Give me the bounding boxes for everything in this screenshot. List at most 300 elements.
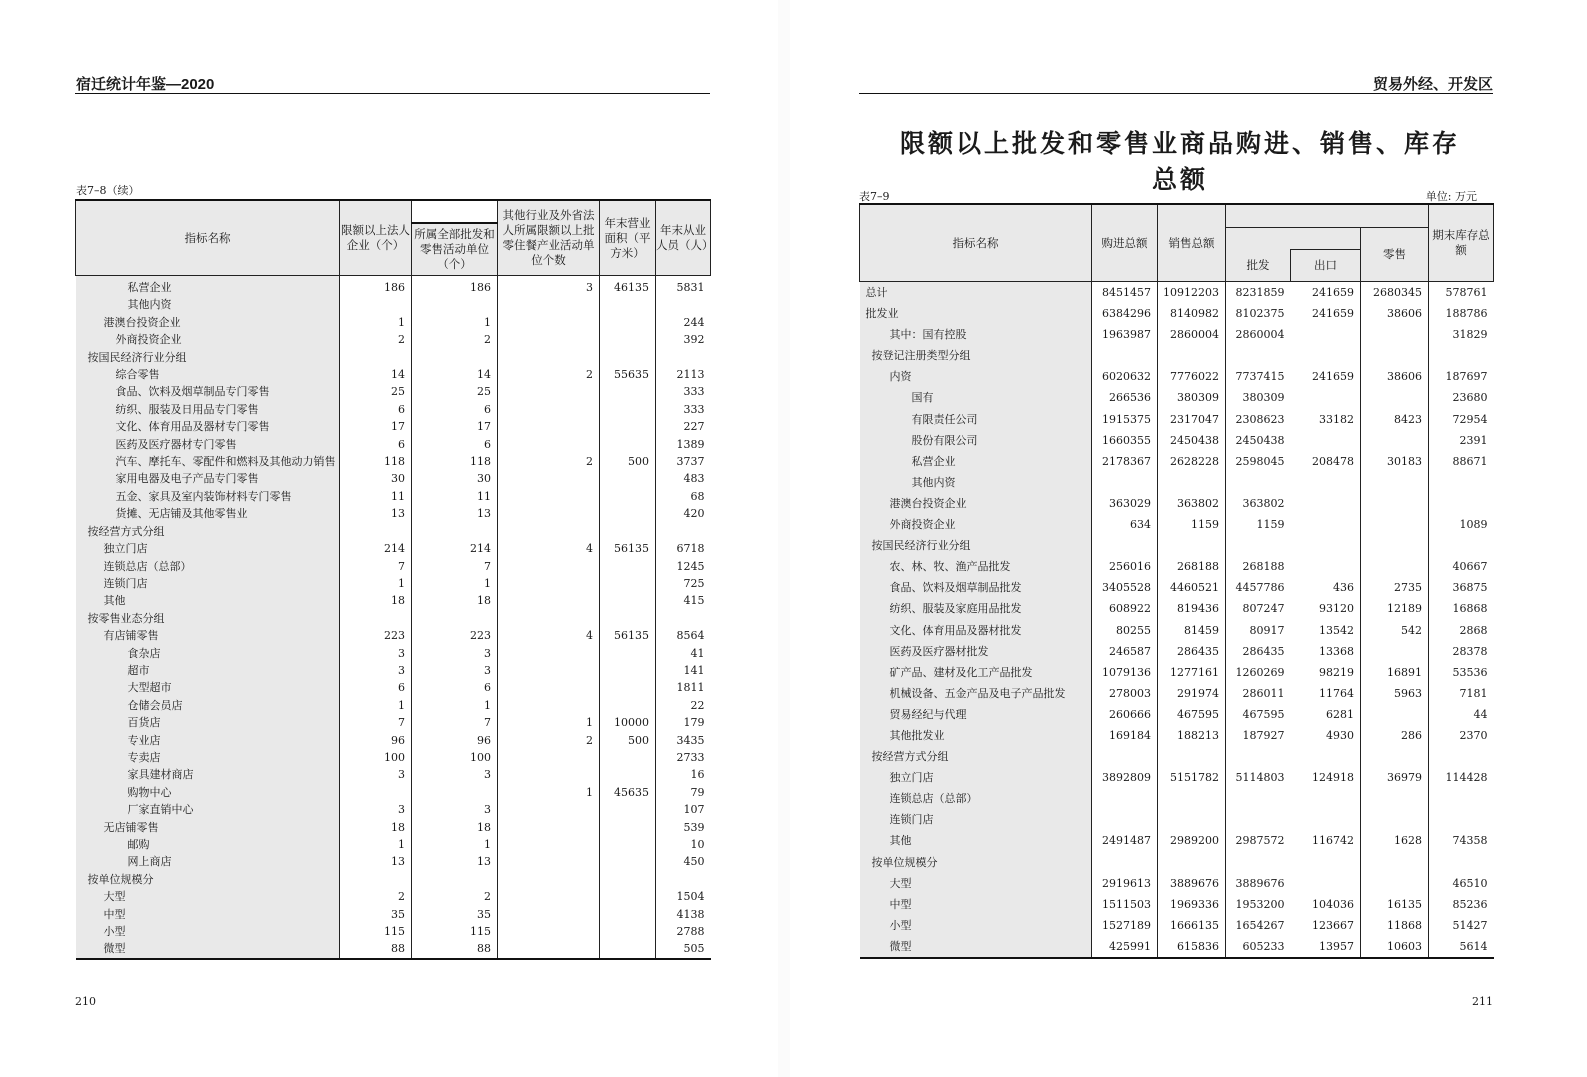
col-header-name: 指标名称 bbox=[860, 204, 1092, 282]
cell-value: 380309 bbox=[1242, 391, 1285, 405]
cell-value: 7 bbox=[412, 714, 498, 731]
cell-value bbox=[656, 349, 711, 366]
cell-value: 6 bbox=[340, 679, 412, 696]
cell-value: 363802 bbox=[1158, 493, 1226, 514]
cell-value: 214 bbox=[340, 540, 412, 557]
row-label: 纺织、服装及家庭用品批发 bbox=[860, 598, 1092, 619]
table-row bbox=[76, 836, 711, 853]
row-label: 大型 bbox=[860, 873, 1092, 894]
row-label: 食品、饮料及烟草制品批发 bbox=[860, 577, 1092, 598]
cell-value: 2735 bbox=[1361, 577, 1429, 598]
cell-value: 7 bbox=[340, 714, 412, 731]
cell-value: 2868 bbox=[1459, 623, 1488, 637]
cell-value bbox=[600, 645, 656, 662]
cell-value bbox=[1429, 746, 1494, 767]
cell-value: 8564 bbox=[676, 629, 705, 643]
cell-value: 5614 bbox=[1429, 936, 1494, 958]
col-header-other-units: 其他行业及外省法人所属限额以上批零住餐产业活动单位个数 bbox=[498, 200, 600, 276]
col-header-export: 出口 bbox=[1291, 249, 1361, 282]
cell-value bbox=[1361, 788, 1429, 809]
row-label: 中型 bbox=[860, 894, 1092, 915]
cell-value: 100 bbox=[340, 749, 412, 766]
row-label: 外商投资企业 bbox=[860, 514, 1092, 535]
row-label: 文化、体育用品及器材专门零售 bbox=[76, 418, 340, 435]
cell-value: 2178367 bbox=[1092, 451, 1158, 472]
cell-value bbox=[498, 836, 600, 853]
running-head-left: 宿迁统计年鉴—2020 bbox=[76, 76, 215, 93]
table-row bbox=[860, 873, 1494, 894]
cell-value: 53536 bbox=[1452, 665, 1488, 679]
cell-value: 18 bbox=[340, 819, 412, 836]
cell-value: 214 bbox=[412, 540, 498, 557]
cell-value: 278003 bbox=[1092, 683, 1158, 704]
row-label: 大型超市 bbox=[76, 679, 340, 696]
cell-value: 578761 bbox=[1445, 286, 1488, 299]
row-label: 矿产品、建材及化工产品批发 bbox=[860, 662, 1092, 683]
cell-value: 1159 bbox=[1158, 514, 1226, 535]
cell-value bbox=[1361, 493, 1429, 514]
table-row bbox=[76, 853, 711, 870]
row-label: 仓储会员店 bbox=[76, 697, 340, 714]
cell-value: 5151782 bbox=[1158, 767, 1226, 788]
cell-value: 286011 bbox=[1242, 686, 1285, 700]
table-row bbox=[76, 331, 711, 348]
cell-value: 35 bbox=[412, 906, 498, 923]
table-row bbox=[860, 387, 1494, 408]
cell-value: 13542 bbox=[1291, 620, 1361, 641]
cell-value: 2 bbox=[498, 732, 600, 749]
cell-value bbox=[1361, 387, 1429, 408]
cell-value bbox=[600, 331, 656, 348]
cell-value bbox=[1361, 324, 1429, 345]
cell-value: 2987572 bbox=[1235, 834, 1285, 848]
cell-value: 74358 bbox=[1452, 834, 1488, 848]
cell-value bbox=[498, 679, 600, 696]
cell-value bbox=[600, 592, 656, 609]
cell-value: 5114803 bbox=[1235, 771, 1285, 785]
table-row bbox=[76, 488, 711, 505]
cell-value: 13 bbox=[412, 505, 498, 522]
cell-value bbox=[1429, 345, 1494, 366]
cell-value: 425991 bbox=[1092, 936, 1158, 958]
row-label: 按零售业态分组 bbox=[76, 610, 340, 627]
cell-value: 4930 bbox=[1291, 725, 1361, 746]
table-row bbox=[860, 641, 1494, 662]
table-row bbox=[860, 662, 1494, 683]
cell-value: 11764 bbox=[1291, 683, 1361, 704]
cell-value bbox=[1291, 345, 1361, 366]
cell-value: 8231859 bbox=[1235, 286, 1285, 299]
cell-value: 46510 bbox=[1452, 876, 1488, 890]
cell-value bbox=[1361, 746, 1429, 767]
cell-value: 2391 bbox=[1459, 433, 1488, 447]
cell-value bbox=[1291, 535, 1361, 556]
table-row bbox=[76, 697, 711, 714]
cell-value: 56135 bbox=[600, 627, 656, 644]
row-label: 有店铺零售 bbox=[76, 627, 340, 644]
table-row bbox=[76, 505, 711, 522]
row-label: 小型 bbox=[860, 915, 1092, 936]
cell-value bbox=[600, 349, 656, 366]
cell-value: 96 bbox=[340, 732, 412, 749]
row-label: 五金、家具及室内装饰材料专门零售 bbox=[76, 488, 340, 505]
row-label: 超市 bbox=[76, 662, 340, 679]
cell-value bbox=[412, 523, 498, 540]
row-label: 批发业 bbox=[860, 303, 1092, 324]
table-row bbox=[76, 383, 711, 400]
cell-value: 542 bbox=[1361, 620, 1429, 641]
cell-value bbox=[600, 679, 656, 696]
cell-value bbox=[1158, 345, 1226, 366]
cell-value bbox=[1092, 746, 1158, 767]
cell-value: 415 bbox=[683, 594, 705, 608]
cell-value: 68 bbox=[690, 489, 705, 503]
cell-value: 2 bbox=[412, 331, 498, 348]
row-label: 邮购 bbox=[76, 836, 340, 853]
table-row bbox=[76, 679, 711, 696]
cell-value bbox=[1429, 535, 1494, 556]
cell-value bbox=[1092, 809, 1158, 830]
cell-value: 7181 bbox=[1459, 686, 1488, 700]
table-row bbox=[860, 725, 1494, 746]
cell-value bbox=[412, 610, 498, 627]
cell-value bbox=[600, 296, 656, 313]
table-row bbox=[76, 558, 711, 575]
cell-value: 1159 bbox=[1256, 518, 1285, 532]
cell-value bbox=[1226, 535, 1291, 556]
cell-value bbox=[600, 940, 656, 958]
cell-value bbox=[656, 610, 711, 627]
cell-value bbox=[1291, 556, 1361, 577]
table-7-9-body bbox=[860, 282, 1494, 959]
row-label: 其他批发业 bbox=[860, 725, 1092, 746]
cell-value bbox=[412, 784, 498, 801]
cell-value: 634 bbox=[1092, 514, 1158, 535]
cell-value: 4460521 bbox=[1158, 577, 1226, 598]
cell-value: 363029 bbox=[1092, 493, 1158, 514]
cell-value: 79 bbox=[690, 785, 705, 799]
cell-value bbox=[600, 488, 656, 505]
row-label: 厂家直销中心 bbox=[76, 801, 340, 818]
cell-value: 483 bbox=[683, 472, 705, 486]
row-label: 按国民经济行业分组 bbox=[76, 349, 340, 366]
table-row bbox=[76, 592, 711, 609]
cell-value: 18 bbox=[412, 819, 498, 836]
col-header-spacer bbox=[412, 200, 498, 223]
page-number-right: 211 bbox=[1472, 995, 1493, 1008]
cell-value bbox=[498, 819, 600, 836]
cell-value: 16 bbox=[690, 768, 705, 782]
cell-value: 36875 bbox=[1452, 581, 1488, 595]
cell-value bbox=[498, 314, 600, 331]
cell-value: 46135 bbox=[600, 276, 656, 297]
cell-value: 115 bbox=[340, 923, 412, 940]
cell-value: 286435 bbox=[1242, 644, 1285, 658]
cell-value: 256016 bbox=[1092, 556, 1158, 577]
cell-value: 5963 bbox=[1361, 683, 1429, 704]
table-row bbox=[860, 345, 1494, 366]
cell-value: 2 bbox=[498, 453, 600, 470]
row-label: 医药及医疗器材专门零售 bbox=[76, 436, 340, 453]
row-label: 独立门店 bbox=[76, 540, 340, 557]
cell-value: 186 bbox=[412, 276, 498, 297]
row-label: 按登记注册类型分组 bbox=[860, 345, 1092, 366]
cell-value: 8140982 bbox=[1158, 303, 1226, 324]
cell-value: 118 bbox=[412, 453, 498, 470]
cell-value: 1079136 bbox=[1092, 662, 1158, 683]
cell-value bbox=[1158, 472, 1226, 493]
cell-value: 2598045 bbox=[1235, 454, 1285, 468]
cell-value: 2 bbox=[340, 331, 412, 348]
cell-value: 38606 bbox=[1361, 366, 1429, 387]
cell-value bbox=[1429, 472, 1494, 493]
row-label: 连锁门店 bbox=[860, 809, 1092, 830]
cell-value: 1 bbox=[340, 575, 412, 592]
cell-value: 608922 bbox=[1092, 598, 1158, 619]
table-row bbox=[76, 540, 711, 557]
cell-value bbox=[498, 853, 600, 870]
row-label: 纺织、服装及日用品专门零售 bbox=[76, 401, 340, 418]
row-label: 按国民经济行业分组 bbox=[860, 535, 1092, 556]
cell-value: 35 bbox=[340, 906, 412, 923]
cell-value: 1277161 bbox=[1158, 662, 1226, 683]
cell-value bbox=[600, 523, 656, 540]
cell-value bbox=[1291, 324, 1361, 345]
left-page bbox=[0, 0, 780, 1077]
table-row bbox=[860, 704, 1494, 725]
table-row bbox=[76, 575, 711, 592]
cell-value: 1660355 bbox=[1092, 430, 1158, 451]
col-header-activity-units: 所属全部批发和零售活动单位（个） bbox=[412, 223, 498, 276]
cell-value: 505 bbox=[656, 940, 711, 958]
cell-value bbox=[498, 662, 600, 679]
cell-value: 2308623 bbox=[1235, 412, 1285, 426]
cell-value bbox=[600, 314, 656, 331]
col-header-wholesale: 批发 bbox=[1226, 249, 1291, 282]
cell-value: 1245 bbox=[676, 559, 705, 573]
cell-value: 25 bbox=[412, 383, 498, 400]
cell-value: 333 bbox=[683, 385, 705, 399]
cell-value: 1089 bbox=[1459, 518, 1488, 532]
cell-value bbox=[1092, 535, 1158, 556]
cell-value bbox=[1361, 535, 1429, 556]
row-label: 家具建材商店 bbox=[76, 766, 340, 783]
cell-value bbox=[498, 766, 600, 783]
row-label: 股份有限公司 bbox=[860, 430, 1092, 451]
row-label: 其他 bbox=[76, 592, 340, 609]
cell-value: 14 bbox=[412, 366, 498, 383]
row-label: 文化、体育用品及器材批发 bbox=[860, 620, 1092, 641]
cell-value: 96 bbox=[412, 732, 498, 749]
cell-value: 13368 bbox=[1291, 641, 1361, 662]
cell-value: 13957 bbox=[1291, 936, 1361, 958]
cell-value bbox=[340, 349, 412, 366]
table-row bbox=[76, 714, 711, 731]
cell-value: 1969336 bbox=[1158, 894, 1226, 915]
cell-value bbox=[412, 349, 498, 366]
cell-value bbox=[1158, 788, 1226, 809]
col-header-sales-breakdown bbox=[1226, 204, 1429, 228]
col-header-sales: 销售总额 bbox=[1158, 204, 1226, 282]
cell-value bbox=[600, 801, 656, 818]
row-label: 按经营方式分组 bbox=[860, 746, 1092, 767]
table-row bbox=[860, 409, 1494, 430]
cell-value: 41 bbox=[690, 646, 705, 660]
row-label: 其他内资 bbox=[76, 296, 340, 313]
cell-value: 80255 bbox=[1092, 620, 1158, 641]
table-row bbox=[860, 915, 1494, 936]
cell-value: 6 bbox=[412, 436, 498, 453]
cell-value: 2113 bbox=[676, 368, 705, 382]
cell-value bbox=[1226, 852, 1291, 873]
cell-value: 8423 bbox=[1361, 409, 1429, 430]
table-row bbox=[76, 749, 711, 766]
cell-value: 2450438 bbox=[1158, 430, 1226, 451]
table-row bbox=[76, 906, 711, 923]
cell-value: 725 bbox=[683, 576, 705, 590]
page-number-left: 210 bbox=[75, 995, 96, 1008]
cell-value: 31829 bbox=[1452, 328, 1488, 342]
cell-value: 36979 bbox=[1361, 767, 1429, 788]
cell-value bbox=[600, 697, 656, 714]
cell-value bbox=[600, 558, 656, 575]
cell-value bbox=[1291, 472, 1361, 493]
cell-value: 45635 bbox=[600, 784, 656, 801]
cell-value: 1654267 bbox=[1235, 918, 1285, 932]
cell-value bbox=[600, 819, 656, 836]
cell-value: 25 bbox=[340, 383, 412, 400]
cell-value: 2788 bbox=[676, 925, 705, 939]
cell-value: 1 bbox=[340, 314, 412, 331]
table-row bbox=[860, 809, 1494, 830]
col-header-enterprises: 限额以上法人企业（个） bbox=[340, 200, 412, 276]
col-header-purchase: 购进总额 bbox=[1092, 204, 1158, 282]
table-row bbox=[860, 852, 1494, 873]
cell-value: 14 bbox=[340, 366, 412, 383]
table-row bbox=[860, 683, 1494, 704]
row-label: 微型 bbox=[860, 936, 1092, 958]
cell-value: 2450438 bbox=[1235, 433, 1285, 447]
table-row bbox=[76, 766, 711, 783]
cell-value: 114428 bbox=[1445, 771, 1488, 785]
cell-value: 85236 bbox=[1452, 897, 1488, 911]
cell-value: 1511503 bbox=[1092, 894, 1158, 915]
cell-value: 107 bbox=[683, 803, 705, 817]
cell-value: 291974 bbox=[1158, 683, 1226, 704]
cell-value: 179 bbox=[683, 716, 705, 730]
cell-value bbox=[1226, 788, 1291, 809]
cell-value: 3892809 bbox=[1092, 767, 1158, 788]
cell-value: 12189 bbox=[1361, 598, 1429, 619]
cell-value: 17 bbox=[412, 418, 498, 435]
table-label-7-9: 表7–9 bbox=[859, 190, 890, 203]
cell-value bbox=[412, 296, 498, 313]
cell-value: 104036 bbox=[1291, 894, 1361, 915]
cell-value bbox=[1158, 746, 1226, 767]
cell-value: 246587 bbox=[1092, 641, 1158, 662]
table-row bbox=[860, 767, 1494, 788]
cell-value bbox=[498, 906, 600, 923]
cell-value bbox=[498, 331, 600, 348]
cell-value: 72954 bbox=[1452, 412, 1488, 426]
cell-value bbox=[1291, 852, 1361, 873]
col-header-wholesale-group bbox=[1226, 228, 1361, 250]
cell-value: 1628 bbox=[1361, 830, 1429, 851]
row-label: 私营企业 bbox=[860, 451, 1092, 472]
cell-value: 81459 bbox=[1158, 620, 1226, 641]
cell-value bbox=[656, 871, 711, 888]
cell-value bbox=[1291, 873, 1361, 894]
table-7-9 bbox=[859, 203, 1494, 959]
cell-value: 6 bbox=[340, 401, 412, 418]
cell-value bbox=[1158, 535, 1226, 556]
cell-value: 22 bbox=[690, 698, 705, 712]
row-label: 港澳台投资企业 bbox=[76, 314, 340, 331]
table-row bbox=[76, 627, 711, 644]
cell-value bbox=[1291, 514, 1361, 535]
cell-value: 1 bbox=[412, 697, 498, 714]
cell-value bbox=[1429, 788, 1494, 809]
row-label: 综合零售 bbox=[76, 366, 340, 383]
cell-value bbox=[1361, 430, 1429, 451]
cell-value: 11 bbox=[412, 488, 498, 505]
cell-value: 3 bbox=[340, 801, 412, 818]
cell-value: 1 bbox=[412, 314, 498, 331]
cell-value: 93120 bbox=[1291, 598, 1361, 619]
table-row bbox=[76, 923, 711, 940]
row-label: 百货店 bbox=[76, 714, 340, 731]
cell-value bbox=[1226, 809, 1291, 830]
cell-value: 10 bbox=[690, 838, 705, 851]
cell-value bbox=[1429, 493, 1494, 514]
cell-value: 2370 bbox=[1459, 728, 1488, 742]
cell-value: 268188 bbox=[1242, 560, 1285, 574]
cell-value bbox=[1429, 809, 1494, 830]
cell-value: 1963987 bbox=[1092, 324, 1158, 345]
cell-value: 115 bbox=[412, 923, 498, 940]
row-label: 专卖店 bbox=[76, 749, 340, 766]
cell-value: 40667 bbox=[1452, 560, 1488, 574]
row-label: 其他 bbox=[860, 830, 1092, 851]
cell-value: 286 bbox=[1361, 725, 1429, 746]
cell-value: 450 bbox=[683, 855, 705, 869]
table-row bbox=[860, 514, 1494, 535]
cell-value bbox=[1158, 809, 1226, 830]
unit-label: 单位: 万元 bbox=[1425, 190, 1477, 203]
cell-value: 1 bbox=[498, 714, 600, 731]
table-row bbox=[76, 662, 711, 679]
cell-value bbox=[340, 523, 412, 540]
cell-value bbox=[600, 836, 656, 853]
table-row bbox=[860, 556, 1494, 577]
cell-value: 7776022 bbox=[1158, 366, 1226, 387]
cell-value: 3435 bbox=[676, 733, 705, 747]
cell-value: 467595 bbox=[1242, 707, 1285, 721]
cell-value bbox=[340, 871, 412, 888]
row-label: 按单位规模分 bbox=[860, 852, 1092, 873]
cell-value: 2680345 bbox=[1361, 282, 1429, 304]
cell-value bbox=[498, 801, 600, 818]
cell-value: 6718 bbox=[676, 542, 705, 556]
cell-value bbox=[498, 488, 600, 505]
cell-value: 188213 bbox=[1158, 725, 1226, 746]
table-row bbox=[76, 453, 711, 470]
table-row bbox=[76, 645, 711, 662]
cell-value: 13 bbox=[412, 853, 498, 870]
cell-value: 3 bbox=[412, 645, 498, 662]
cell-value: 819436 bbox=[1158, 598, 1226, 619]
cell-value: 88671 bbox=[1452, 454, 1488, 468]
